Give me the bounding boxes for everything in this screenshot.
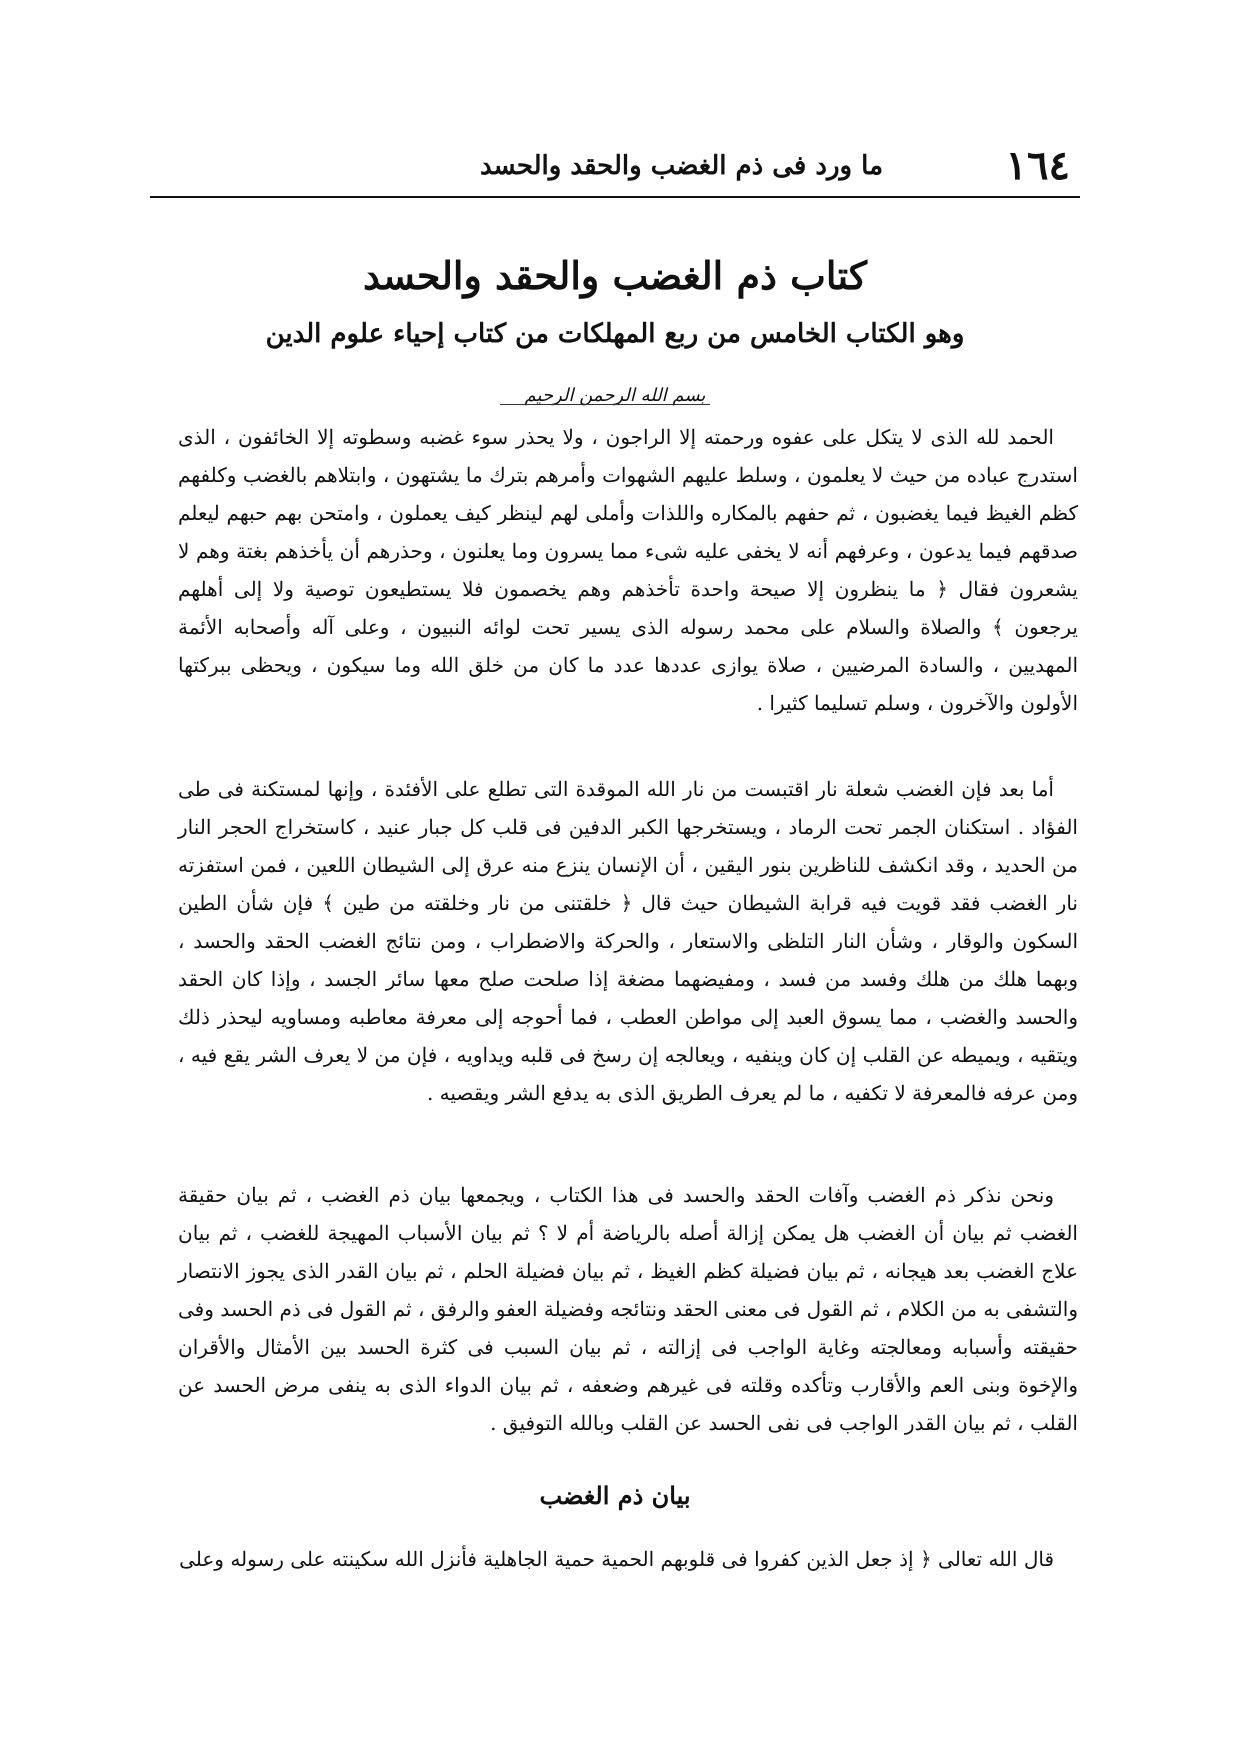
paragraph-anger-description xyxy=(178,770,1078,1112)
book-title: كتاب ذم الغضب والحقد والحسد xyxy=(362,253,868,298)
paragraph-contents xyxy=(178,1176,1078,1442)
paragraph-text: أما بعد فإن الغضب شعلة نار اقتبست من نار الله الموقدة التى تطلع على الأفئدة ، وإنها لمستكنة فى طى الفؤاد . استكنان الجمر تحت الرماد ، ويستخرجها الكبر الدفين فى قلب كل جبار عنيد ، كاستخراج الحجر النار من الحديد ، وقد انكشف للناظرين بنور اليقين ، أن الإنسان ينزع منه عرق إلى الشيطان اللعين ، فمن استفزته نار الغضب فقد قويت فيه قرابة الشيطان حيث قال ﴿ خلقتنى من نار وخلقته من طين ﴾ فإن شأن الطين السكون والوقار ، وشأن النار التلظى والاستعار ، والحركة والاضطراب ، ومن نتائج الغضب الحقد والحسد ، وبهما هلك من هلك وفسد من فسد ، ومفيضهما مضغة إذا صلحت صلح معها سائر الجسد ، وإذا كان الحقد والحسد والغضب ، مما يسوق العبد إلى مواطن العطب ، فما أحوجه إلى معرفة معاطبه ومساويه ليحذر ذلك ويتقيه ، ويميطه عن القلب إن كان وينفيه ، ويعالجه إن رسخ فى قلبه ويداويه ، فإن من لا يعرف الشر يقع فيه ، ومن عرفه فالمعرفة لا تكفيه ، ما لم يعرف الطريق الذى به يدفع الشر ويقصيه . xyxy=(178,777,1078,1105)
basmala-underline xyxy=(500,404,710,405)
paragraph-text: قال الله تعالى ﴿ إذ جعل الذين كفروا فى قلوبهم الحمية حمية الجاهلية فأنزل الله سكينته على رسوله وعلى xyxy=(179,1547,1054,1571)
paragraph-quran-verse xyxy=(178,1540,1078,1578)
section-heading: بيان ذم الغضب xyxy=(539,1481,691,1510)
page-number: ١٦٤ xyxy=(1005,142,1070,189)
header-rule xyxy=(150,196,1080,198)
page-header xyxy=(150,140,1080,192)
running-title: ما ورد فى ذم الغضب والحقد والحسد xyxy=(480,151,883,181)
paragraph-text: الحمد لله الذى لا يتكل على عفوه ورحمته إلا الراجون ، ولا يحذر سوء غضبه وسطوته إلا الخائفون ، الذى استدرج عباده من حيث لا يعلمون ، وسلط عليهم الشهوات وأمرهم بترك ما يشتهون ، وابتلاهم بالغضب وكلفهم كظم الغيظ فيما يغضبون ، ثم حفهم بالمكاره واللذات وأملى لهم لينظر كيف يعملون ، وامتحن بهم حبهم ليعلم صدقهم فيما يدعون ، وعرفهم أنه لا يخفى عليه شىء مما يسرون وما يعلنون ، وحذرهم أن يأخذهم بغتة وهم لا يشعرون فقال ﴿ ما ينظرون إلا صيحة واحدة تأخذهم وهم يخصمون فلا يستطيعون توصية ولا إلى أهلهم يرجعون ﴾ والصلاة والسلام على محمد رسوله الذى يسير تحت لوائه النبيون ، وعلى آله وأصحابه الأئمة المهديين ، والسادة المرضيين ، صلاة يوازى عددها عدد ما كان من خلق الله وما سيكون ، ويحظى ببركتها الأولون والآخرون ، وسلم تسليما كثيرا . xyxy=(178,425,1078,715)
paragraph-introduction xyxy=(178,418,1078,722)
book-subtitle: وهو الكتاب الخامس من ربع المهلكات من كتاب إحياء علوم الدين xyxy=(265,319,965,349)
basmala: بسم الله الرحمن الرحيم xyxy=(524,385,706,406)
paragraph-text: ونحن نذكر ذم الغضب وآفات الحقد والحسد فى هذا الكتاب ، ويجمعها بيان ذم الغضب ، ثم بيان حقيقة الغضب ثم بيان أن الغضب هل يمكن إزالة أصله بالرياضة أم لا ؟ ثم بيان الأسباب المهيجة للغضب ، ثم بيان علاج الغضب بعد هيجانه ، ثم بيان فضيلة كظم الغيظ ، ثم بيان فضيلة الحلم ، ثم بيان القدر الذى يجوز الانتصار والتشفى به من الكلام ، ثم القول فى معنى الحقد ونتائجه وفضيلة العفو والرفق ، ثم القول فى ذم الحسد وفى حقيقته وأسبابه ومعالجته وغاية الواجب فى إزالته ، ثم بيان السبب فى كثرة الحسد بين الأمثال والأقران والإخوة وبنى العم والأقارب وتأكده وقلته فى غيرهم وضعفه ، ثم بيان الدواء الذى به ينفى مرض الحسد عن القلب ، ثم بيان القدر الواجب فى نفى الحسد عن القلب وبالله التوفيق . xyxy=(178,1183,1079,1435)
